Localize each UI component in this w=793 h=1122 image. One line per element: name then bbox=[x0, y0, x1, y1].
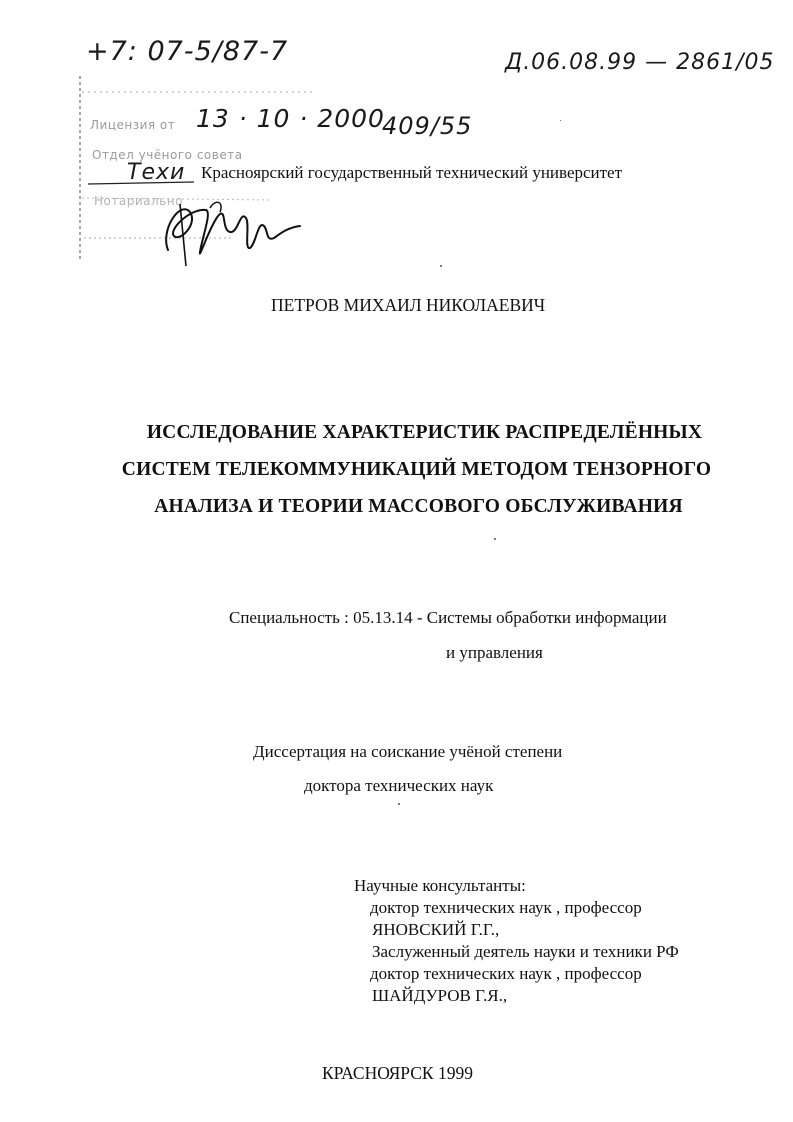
scan-speck bbox=[560, 120, 561, 121]
title-line: АНАЛИЗА И ТЕОРИИ МАССОВОГО ОБСЛУЖИВАНИЯ bbox=[154, 496, 683, 517]
consultant-line: Заслуженный деятель науки и техники РФ bbox=[372, 942, 679, 961]
deposit-code: Д.06.08.99 — 2861/05 bbox=[505, 50, 775, 75]
signature bbox=[150, 190, 310, 270]
handwritten-underline bbox=[86, 178, 196, 188]
stamp-faded-line: Нотариально bbox=[94, 194, 183, 208]
title-line: СИСТЕМ ТЕЛЕКОММУНИКАЦИЙ МЕТОДОМ ТЕНЗОРНОГО bbox=[121, 459, 712, 480]
consultant-line: ШАЙДУРОВ Г.Я., bbox=[372, 986, 508, 1005]
dissertation-title bbox=[0, 414, 793, 525]
stamp-approval-line: Отдел учёного совета bbox=[92, 148, 243, 162]
consultant-line: доктор технических наук , профессор bbox=[370, 898, 642, 917]
scan-speck bbox=[398, 803, 400, 805]
degree-line-2: доктора технических наук bbox=[304, 776, 494, 795]
consultants-heading: Научные консультанты: bbox=[354, 876, 526, 895]
degree-line-1: Диссертация на соискание учёной степени bbox=[253, 742, 563, 761]
scan-speck bbox=[494, 538, 496, 540]
specialty-line-2: и управления bbox=[446, 643, 543, 662]
university-name: Красноярский государственный технический университет bbox=[201, 163, 623, 182]
stamp-date-prefix: Лицензия от bbox=[90, 118, 176, 132]
consultant-line: доктор технических наук , профессор bbox=[370, 964, 642, 983]
registration-number: +7: 07-5/87-7 bbox=[86, 36, 289, 67]
author-name: ПЕТРОВ МИХАИЛ НИКОЛАЕВИЧ bbox=[271, 295, 546, 315]
scan-speck bbox=[440, 265, 442, 267]
stamp-date-value: 13 · 10 · 2000 bbox=[196, 104, 385, 133]
handwritten-mark: Техи bbox=[127, 160, 186, 185]
specialty-line-1: Специальность : 05.13.14 - Системы обработки информации bbox=[229, 608, 667, 627]
stamp-number: 409/55 bbox=[382, 112, 473, 140]
consultant-line: ЯНОВСКИЙ Г.Г., bbox=[372, 920, 500, 939]
title-line: ИССЛЕДОВАНИЕ ХАРАКТЕРИСТИК РАСПРЕДЕЛЁННЫХ bbox=[146, 422, 703, 443]
city-year: КРАСНОЯРСК 1999 bbox=[322, 1063, 473, 1083]
